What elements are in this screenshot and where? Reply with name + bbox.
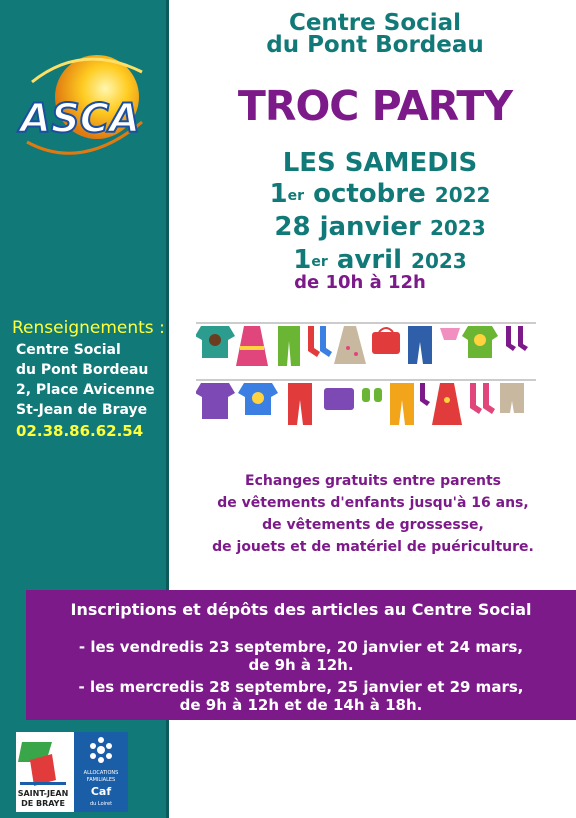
banner-item: de 9h à 12h. (248, 656, 354, 674)
date-1: 1er octobre 2022 (269, 179, 491, 209)
info-line: St-Jean de Braye (16, 402, 148, 418)
dates-intro: LES SAMEDIS (282, 148, 478, 178)
description-line: de jouets et de matériel de puériculture. (212, 539, 534, 555)
shorts-icon (500, 383, 524, 413)
underwear-icon (440, 328, 460, 340)
dress-icon (334, 326, 366, 364)
svg-text:du Loiret: du Loiret (89, 801, 113, 807)
event-title: TROC PARTY (237, 82, 513, 130)
date-3: 1er avril 2023 (293, 245, 467, 275)
socks-icon (506, 326, 528, 351)
bag-icon (324, 388, 354, 410)
description (188, 470, 558, 558)
date-2: 28 janvier 2023 (274, 212, 486, 242)
banner-item: - les vendredis 23 septembre, 20 janvier et 24 mars, (78, 638, 524, 656)
saint-jean-de-braye-logo (16, 732, 70, 812)
dress-icon (432, 383, 462, 425)
event-dates (190, 148, 570, 277)
shirt-icon (462, 326, 498, 358)
event-hours: de 10h à 12h (294, 272, 426, 293)
svg-text:DE BRAYE: DE BRAYE (21, 799, 65, 808)
banner-heading: Inscriptions et dépôts des articles au Centre Social (70, 600, 532, 619)
shirt-icon (238, 383, 278, 415)
pants-icon (278, 326, 300, 366)
bag-icon (372, 328, 400, 354)
registration-banner (26, 590, 576, 720)
shirt-icon (196, 326, 235, 358)
pants-icon (408, 326, 432, 364)
svg-text:Caf: Caf (90, 785, 112, 798)
phone-number[interactable]: 02.38.86.62.54 (16, 422, 144, 440)
partner-logos (16, 732, 128, 812)
clothesline-illustration (196, 318, 536, 438)
title-line-2: du Pont Bordeau (266, 32, 484, 58)
pants-icon (288, 383, 312, 425)
info-label: Renseignements : (12, 318, 165, 338)
title-line-1: Centre Social (288, 10, 462, 36)
jacket-icon (196, 383, 235, 419)
logo-text: ASCA (20, 96, 141, 142)
description-line: de vêtements de grossesse, (262, 517, 484, 533)
svg-text:SAINT-JEAN: SAINT-JEAN (17, 789, 69, 798)
svg-text:FAMILIALES: FAMILIALES (86, 777, 116, 783)
banner-item: de 9h à 12h et de 14h à 18h. (179, 696, 423, 714)
asca-logo (12, 42, 152, 172)
banner-item: - les mercredis 28 septembre, 25 janvier et 29 mars, (78, 678, 524, 696)
mittens-icon (362, 388, 382, 402)
dress-icon (236, 326, 268, 366)
description-line: Echanges gratuits entre parents (245, 473, 501, 489)
info-line: du Pont Bordeau (16, 362, 149, 378)
socks-icon (470, 383, 495, 414)
page-title (190, 12, 560, 56)
contact-info (12, 318, 165, 440)
pants-icon (390, 383, 414, 425)
caf-logo (74, 732, 128, 812)
info-line: 2, Place Avicenne (16, 382, 155, 398)
info-line: Centre Social (16, 342, 121, 358)
socks-icon (420, 383, 430, 406)
socks-icon (308, 326, 332, 357)
description-line: de vêtements d'enfants jusqu'à 16 ans, (217, 495, 529, 511)
svg-text:ALLOCATIONS: ALLOCATIONS (83, 770, 119, 776)
